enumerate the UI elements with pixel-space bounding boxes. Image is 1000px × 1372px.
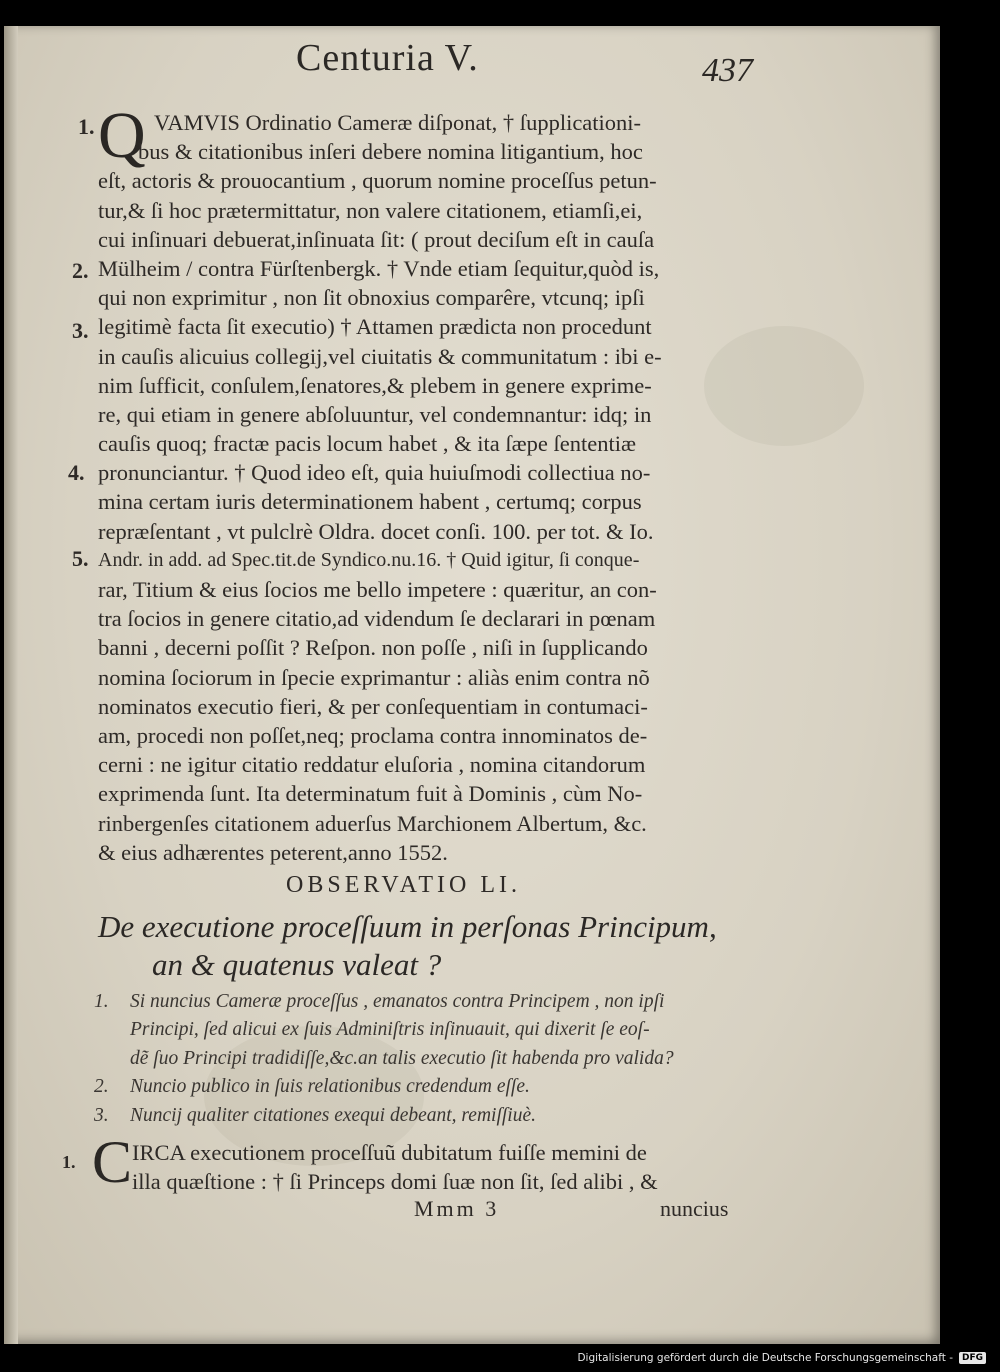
dfg-logo-icon: DFG <box>959 1352 986 1364</box>
text-line: nominatos executio fieri, & per conſequentiam in contumaci- <box>98 693 648 719</box>
margin-number: 2. <box>72 258 89 283</box>
summary-number: 2. <box>94 1076 109 1098</box>
summary-text: Nuncio publico in ſuis relationibus credendum eſſe. <box>130 1076 530 1098</box>
text-line: eſt, actoris & prouocantium , quorum nomine proceſſus petun- <box>98 168 657 194</box>
drop-cap: Q <box>98 99 146 172</box>
summary-continuation: Principi, ſed alicui ex ſuis Adminiſtris inſinuauit, qui dixerit ſe eoſ- <box>130 1019 650 1041</box>
page-spine-shadow <box>4 26 18 1344</box>
text-line: IRCA executionem proceſſuũ dubitatum fuiſſe memini de <box>132 1140 647 1165</box>
summary-item <box>94 1102 774 1130</box>
text-line: tra ſocios in genere citatio,ad videndum ſe declarari in pœnam <box>98 606 656 632</box>
running-head-title: Centuria V. <box>296 37 479 79</box>
text-line: Andr. in add. ad Spec.tit.de Syndico.nu.16. † Quid igitur, ſi conque- <box>98 548 640 571</box>
margin-number: 4. <box>68 460 85 485</box>
summary-text: Nuncij qualiter citationes exequi debeant, remiſſiuè. <box>130 1104 536 1126</box>
text-line: re, qui etiam in genere abſoluuntur, vel condemnantur: idq; in <box>98 401 652 427</box>
summary-item <box>94 988 774 1016</box>
observation-title-line: De executione proceſſuum in perſonas Principum, <box>98 909 717 944</box>
text-line: rinbergenſes citationem aduerſus Marchionem Albertum, &c. <box>98 810 647 836</box>
text-line: tur,& ſi hoc prætermittatur, non valere citationem, etiamſi,ei, <box>98 197 643 223</box>
signature-mark: Mmm 3 <box>414 1196 500 1221</box>
text-line: am, procedi non poſſet,neq; proclama contra innominatos de- <box>98 722 648 748</box>
page-number: 437 <box>702 52 753 89</box>
text-line: illa quæſtione : † ſi Princeps domi ſuæ non ſit, ſed alibi , & <box>132 1169 658 1195</box>
margin-number: 1. <box>78 114 95 139</box>
margin-number: 5. <box>72 546 89 571</box>
text-line: nomina ſociorum in ſpecie exprimantur : aliàs enim contra nõ <box>98 664 650 690</box>
observation-title-line: an & quatenus valeat ? <box>152 947 442 982</box>
text-line: nim ſufficit, conſulem,ſenatores,& plebem in genere exprime- <box>98 372 652 398</box>
summary-list <box>94 988 774 1130</box>
observation-heading: OBSERVATIO LI. <box>286 872 521 898</box>
text-line: & eius adhærentes peterent,anno 1552. <box>98 839 448 865</box>
text-line: qui non exprimitur , non ſit obnoxius comparêre, vtcunq; ipſi <box>98 285 645 311</box>
text-line: banni , decerni poſſit ? Reſpon. non poſſe , niſi in ſupplicando <box>98 635 648 661</box>
text-line: exprimenda ſunt. Ita determinatum fuit à Dominis , cùm No- <box>98 781 643 807</box>
text-line: legitimè facta ſit executio) † Attamen prædicta non procedunt <box>98 314 652 340</box>
drop-cap: C <box>92 1129 133 1195</box>
text-line: rar, Titium & eius ſocios me bello impetere : quæritur, an con- <box>98 577 657 602</box>
summary-continuation: dẽ ſuo Principi tradidiſſe,&c.an talis executio ſit habenda pro valida? <box>130 1047 674 1069</box>
observation-title <box>98 908 778 984</box>
text-line: Mülheim / contra Fürſtenbergk. † Vnde etiam ſequitur,quòd is, <box>98 255 660 281</box>
margin-number: 1. <box>62 1152 76 1172</box>
summary-number: 3. <box>94 1104 109 1126</box>
catchword: nuncius <box>660 1196 729 1221</box>
text-line: repræſentant , vt pulclrè Oldra. docet conſi. 100. per tot. & Io. <box>98 518 654 544</box>
text-line: mina certam iuris determinationem habent , certumq; corpus <box>98 489 642 515</box>
summary-text: Si nuncius Cameræ proceſſus , emanatos contra Principem , non ipſi <box>130 991 665 1012</box>
text-line: VAMVIS Ordinatio Cameræ diſponat, † ſupplicationi- <box>154 110 642 135</box>
digitization-credit <box>577 1352 986 1364</box>
text-line: bus & citationibus inſeri debere nomina litigantium, hoc <box>138 139 643 165</box>
text-line: cerni : ne igitur citatio reddatur eluſoria , nomina citandorum <box>98 752 646 778</box>
summary-number: 1. <box>94 991 109 1012</box>
paragraph-body <box>98 99 762 867</box>
text-line: pronunciantur. † Quod ideo eſt, quia huiuſmodi collectiua no- <box>98 460 651 486</box>
text-line: cui inſinuari debuerat,inſinuata ſit: ( prout deciſum eſt in cauſa <box>98 226 655 252</box>
summary-item <box>94 1073 774 1101</box>
paragraph-body <box>132 1138 762 1196</box>
credit-text: Digitalisierung gefördert durch die Deutsche Forschungsgemeinschaft - <box>577 1352 953 1364</box>
text-line: cauſis quoq; fractæ pacis locum habet , & ita ſæpe ſententiæ <box>98 431 636 457</box>
margin-number: 3. <box>72 318 89 343</box>
text-line: in cauſis alicuius collegij,vel ciuitatis & communitatum : ibi e- <box>98 343 662 369</box>
